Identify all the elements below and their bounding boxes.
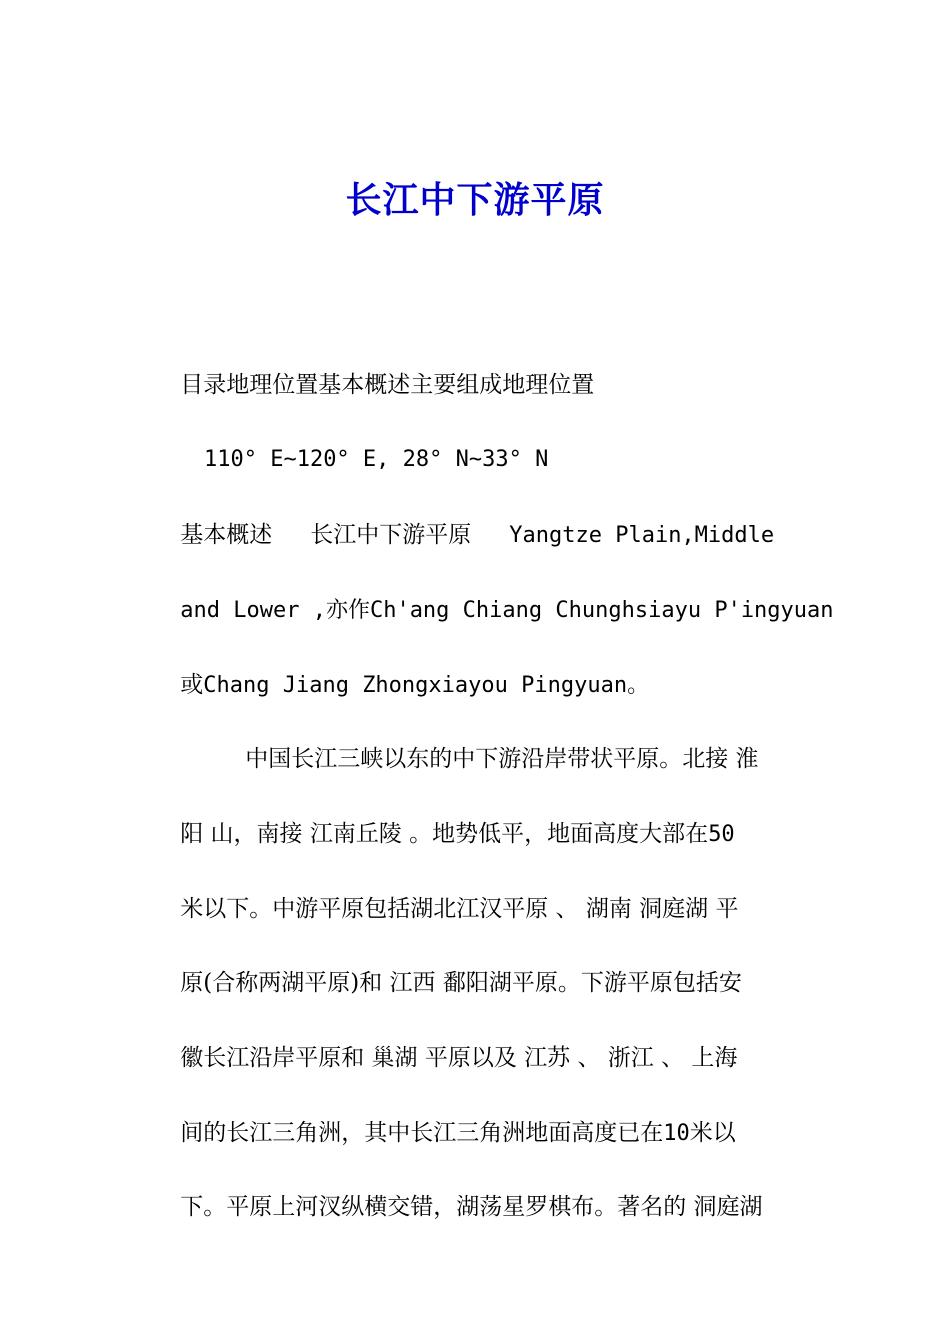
body-text-3: 米以下。中游平原包括湖北江汉平原 、 湖南 洞庭湖 平 [180,896,739,922]
document-title: 长江中下游平原 [345,180,605,221]
body-text-2: 阳 山，南接 江南丘陵 。地势低平，地面高度大部在 [180,821,709,847]
overview-name-cn: 长江中下游平原 [310,522,472,548]
overview-name-en: Yangtze Plain,Middle [509,523,775,548]
coordinates-text: 110° E~120° E, 28° N~33° N [203,447,549,472]
body-text-5: 徽长江沿岸平原和 巢湖 平原以及 江苏 、 浙江 、 上海 [180,1045,738,1071]
body-text-7: 下。平原上河汊纵横交错，湖荡星罗棋布。著名的 洞庭湖 [180,1194,763,1220]
overview-or: 或 [180,672,204,698]
body-text-4: 原(合称两湖平原)和 江西 鄱阳湖平原。下游平原包括安 [180,970,742,996]
overview-name-wade-giles: Ch'ang Chiang Chunghsiayu P'ingyuan [369,598,834,623]
overview-heading: 基本概述 [180,522,273,548]
toc-text: 目录地理位置基本概述主要组成地理位置 [180,372,595,398]
body-number-10: 10 [663,1121,690,1146]
overview-name-en-cont: and Lower ,亦作 [180,598,370,623]
body-text-6: 间的长江三角洲，其中长江三角洲地面高度已在 [180,1120,664,1146]
body-line-7 [151,1156,763,1258]
body-text-1: 中国长江三峡以东的中下游沿岸带状平原。北接 淮 [245,746,759,772]
body-number-50: 50 [708,822,735,847]
overview-name-pinyin: Chang Jiang Zhongxiayou Pingyuan。 [203,673,650,698]
body-text-6-end: 米以 [689,1120,736,1146]
